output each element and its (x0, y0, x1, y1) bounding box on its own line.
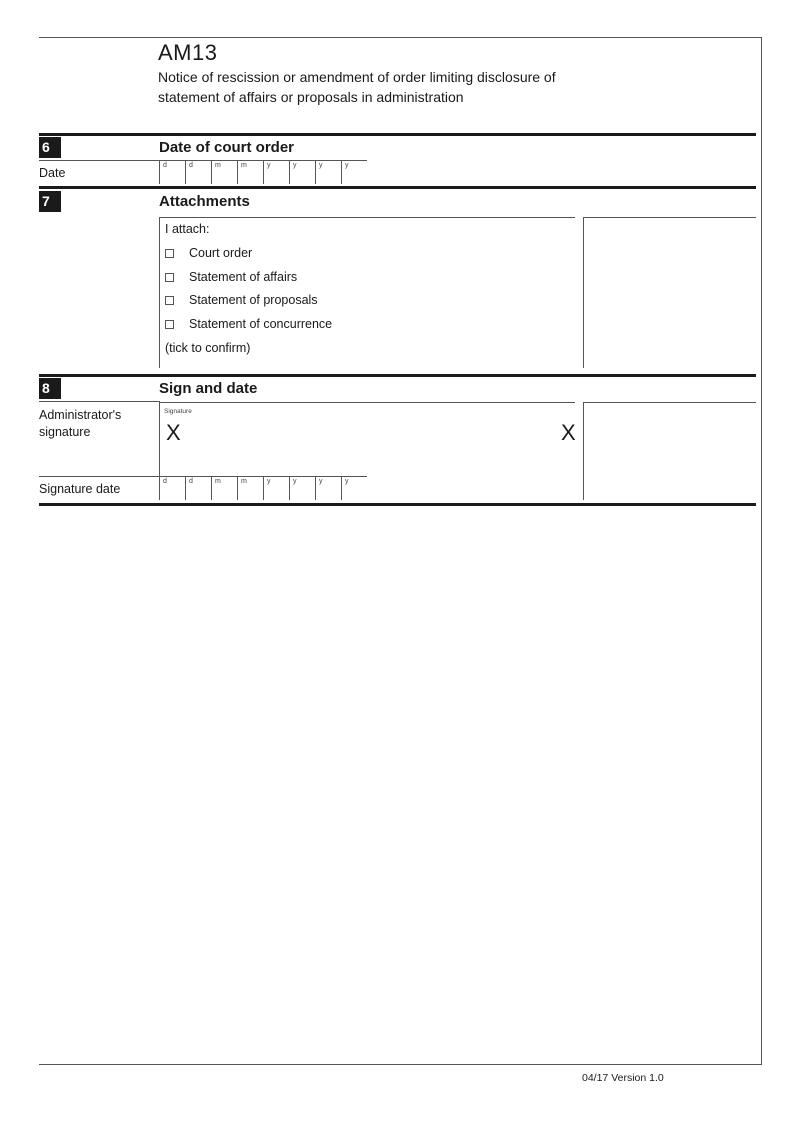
date-digit-box[interactable]: y (315, 476, 341, 500)
date-digit-box[interactable]: d (185, 160, 211, 184)
section-6-number: 6 (39, 137, 61, 158)
attach-item-statement-of-concurrence[interactable] (165, 317, 332, 331)
date-digit-box[interactable]: m (237, 160, 263, 184)
attachments-box-left (159, 217, 160, 368)
attach-item-label: Statement of proposals (189, 293, 318, 307)
date-digit-box[interactable]: m (237, 476, 263, 500)
signature-caption: Signature (164, 408, 192, 415)
signature-side-left (583, 402, 584, 500)
date-digit-box[interactable]: m (211, 160, 237, 184)
signature-date-field[interactable] (159, 476, 367, 500)
top-border (39, 37, 762, 38)
attach-item-label: Court order (189, 246, 253, 260)
attach-note: (tick to confirm) (165, 341, 251, 355)
section-8-divider (39, 401, 160, 402)
date-digit-box[interactable]: m (211, 476, 237, 500)
section-6-divider (39, 160, 160, 161)
section-8-rule (39, 374, 756, 377)
version-footer: 04/17 Version 1.0 (582, 1072, 664, 1084)
section-8-number: 8 (39, 378, 61, 399)
date-digit-box[interactable]: y (289, 160, 315, 184)
checkbox-court-order[interactable] (165, 249, 174, 258)
date-digit-box[interactable]: y (263, 476, 289, 500)
attach-item-label: Statement of concurrence (189, 317, 333, 331)
form-title: Notice of rescission or amendment of order limiting disclosure of statement of affairs or proposals in administration (158, 69, 556, 105)
date-digit-box[interactable]: d (159, 160, 185, 184)
bottom-border (39, 1064, 762, 1065)
date-digit-box[interactable]: y (341, 160, 367, 184)
signature-date-divider (39, 476, 160, 477)
date-digit-box[interactable]: y (289, 476, 315, 500)
section-7-rule (39, 186, 756, 189)
attach-item-label: Statement of affairs (189, 270, 298, 284)
attachments-box-top (159, 217, 575, 218)
section-8-bottom-rule (39, 503, 756, 506)
attach-intro: I attach: (165, 222, 210, 236)
signature-input-area[interactable] (160, 418, 575, 474)
signature-start-mark: X (166, 420, 181, 445)
date-digit-box[interactable]: d (185, 476, 211, 500)
signature-end-mark: X (561, 420, 576, 445)
signature-box-top (159, 402, 575, 403)
checkbox-statement-of-affairs[interactable] (165, 273, 174, 282)
section-6-rule (39, 133, 756, 136)
section-8-title: Sign and date (159, 380, 258, 397)
signature-date-label: Signature date (39, 482, 121, 496)
attach-item-statement-of-affairs[interactable] (165, 270, 297, 284)
checkbox-statement-of-proposals[interactable] (165, 296, 174, 305)
date-digit-box[interactable]: d (159, 476, 185, 500)
attach-item-court-order[interactable] (165, 246, 252, 260)
date-digit-box[interactable]: y (263, 160, 289, 184)
signature-side-top (583, 402, 756, 403)
section-7-number: 7 (39, 191, 61, 212)
attachments-side-left (583, 217, 584, 368)
right-border (761, 37, 762, 1065)
attach-item-statement-of-proposals[interactable] (165, 293, 318, 307)
attachments-side-top (583, 217, 756, 218)
court-order-date-field[interactable] (159, 160, 367, 184)
date-digit-box[interactable]: y (341, 476, 367, 500)
date-digit-box[interactable]: y (315, 160, 341, 184)
checkbox-statement-of-concurrence[interactable] (165, 320, 174, 329)
administrator-signature-label: Administrator's signature (39, 408, 122, 439)
form-code: AM13 (158, 40, 218, 65)
section-7-title: Attachments (159, 193, 250, 210)
court-order-date-label: Date (39, 166, 66, 180)
section-6-title: Date of court order (159, 139, 295, 156)
